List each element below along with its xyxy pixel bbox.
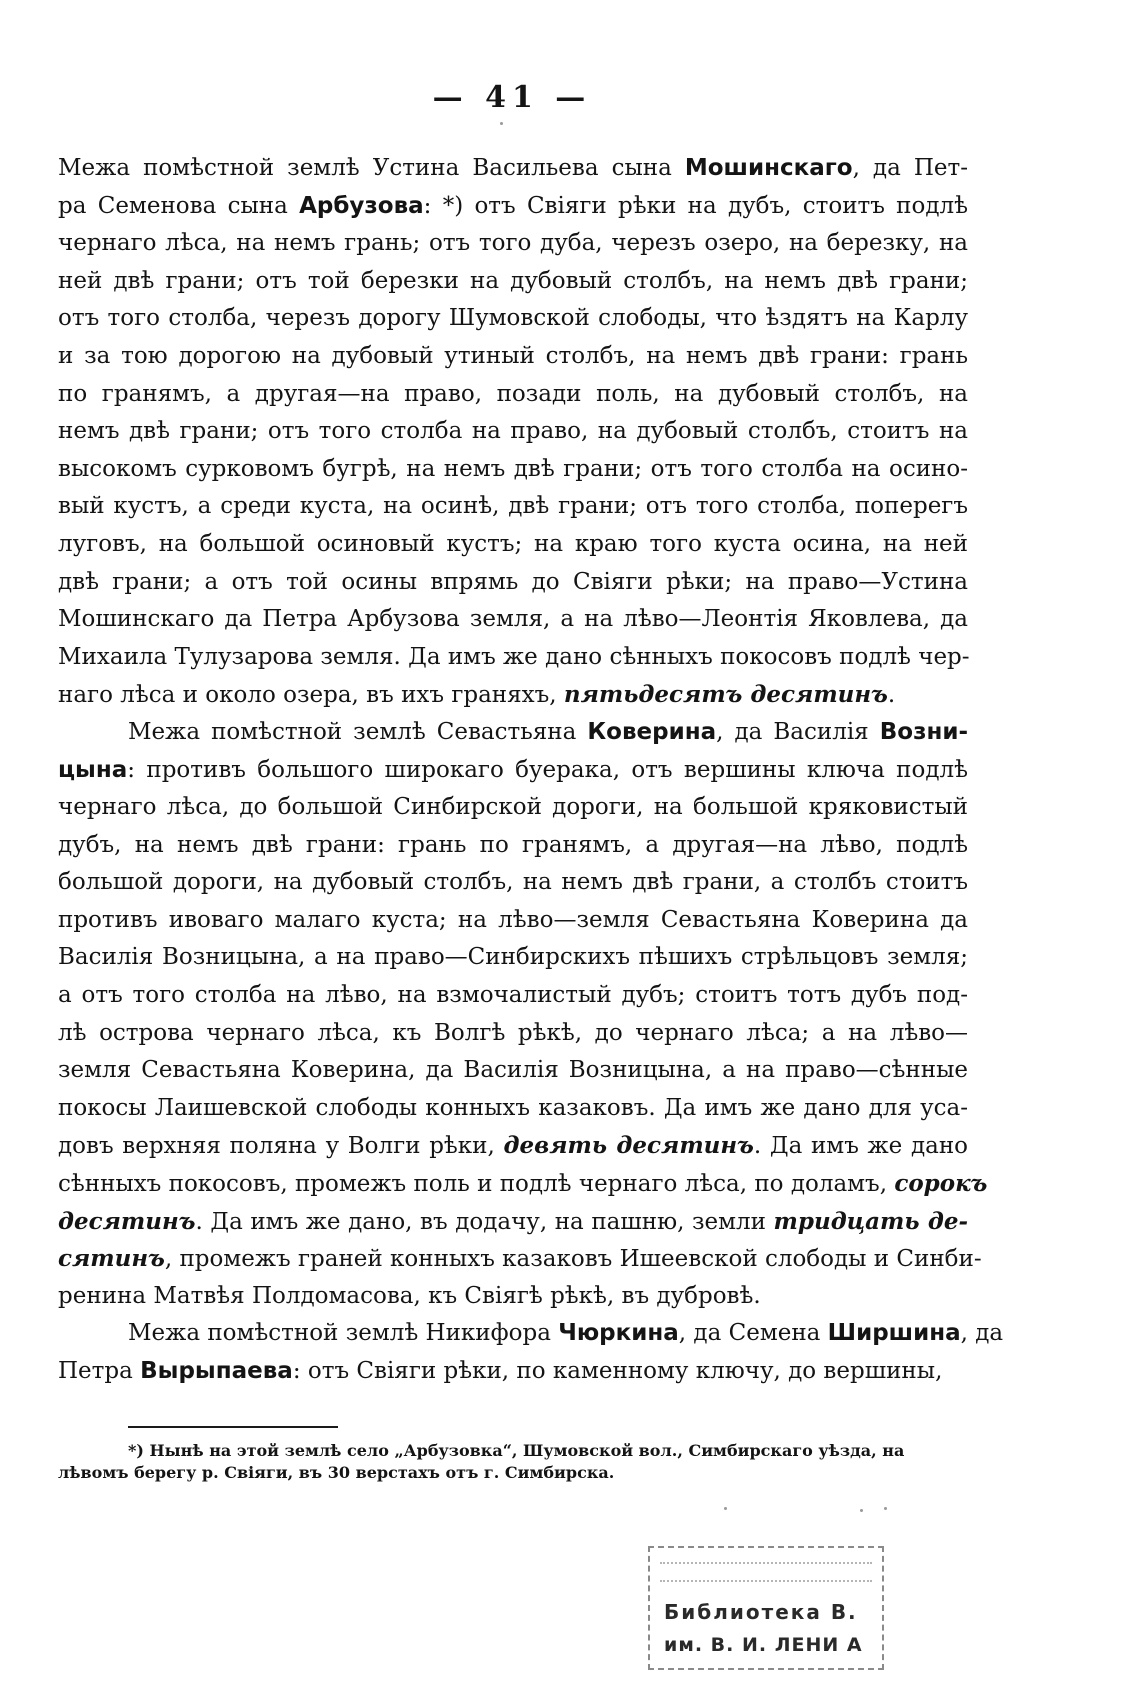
- text-segment: большой дороги, на дубовый столбъ, на немъ двѣ грани, а столбъ стоитъ: [58, 869, 968, 896]
- surname: цына: [58, 756, 128, 783]
- text-line: [58, 1353, 968, 1391]
- text-segment: противъ ивоваго малаго куста; на лѣво—земля Севастьяна Коверина да: [58, 906, 968, 933]
- text-segment: ней двѣ грани; отъ той березки на дубовый столбъ, на немъ двѣ грани;: [58, 267, 968, 294]
- text-line: [58, 338, 968, 376]
- text-segment: : противъ большого широкаго буерака, отъ вершины ключа подлѣ: [127, 756, 968, 783]
- text-line: [58, 263, 968, 301]
- text-segment: Мошинскаго да Петра Арбузова земля, а на лѣво—Леонтія Яковлева, да: [58, 606, 968, 633]
- text-segment: Межа помѣстной землѣ Никифора: [128, 1320, 559, 1347]
- text-line: [58, 564, 968, 602]
- stamp-faded-line: [660, 1580, 872, 1590]
- text-segment: Межа помѣстной землѣ Севастьяна: [128, 718, 588, 745]
- print-speck: [884, 1507, 887, 1510]
- text-line: [58, 1127, 968, 1165]
- text-line: [58, 1315, 1004, 1353]
- text-segment: наго лѣса и около озера, въ ихъ граняхъ,: [58, 682, 564, 709]
- print-speck: [724, 1507, 727, 1510]
- text-segment: ра Семенова сына: [58, 192, 300, 219]
- text-line: [58, 1052, 968, 1090]
- measure-phrase: пятьдесятъ десятинъ: [563, 681, 888, 709]
- text-segment: и за тою дорогою на дубовый утиный столбъ, на немъ двѣ грани: грань: [58, 342, 968, 369]
- body-text: [58, 150, 1004, 1391]
- text-line: [58, 1240, 982, 1278]
- footnote: [58, 1440, 968, 1484]
- footnote-line: лѣвомъ берегу р. Свіяги, въ 30 верстахъ отъ г. Симбирска.: [58, 1463, 615, 1482]
- text-segment: Петра: [58, 1358, 141, 1384]
- text-segment: отъ того столба, черезъ дорогу Шумовской слободы, что ѣздятъ на Карлу: [58, 305, 968, 332]
- text-line: [58, 789, 968, 827]
- stamp-text-line-1: Библиотека В.: [664, 1600, 858, 1624]
- text-line: [58, 300, 968, 338]
- text-line: [58, 376, 968, 414]
- text-segment: , да Семена: [678, 1320, 828, 1347]
- text-segment: лѣ острова чернаго лѣса, къ Волгѣ рѣкѣ, до чернаго лѣса; а на лѣво—: [58, 1019, 968, 1046]
- measure-phrase: сорокъ: [894, 1170, 988, 1198]
- text-segment: двѣ грани; а отъ той осины впрямь до Свіяги рѣки; на право—Устина: [58, 568, 968, 595]
- text-line: [58, 1203, 968, 1241]
- text-segment: , промежъ граней конныхъ казаковъ Ишеевской слободы и Синби-: [164, 1246, 982, 1273]
- surname: Возни-: [879, 718, 968, 745]
- surname: Чюркина: [558, 1320, 679, 1347]
- text-line: [58, 601, 968, 639]
- text-segment: : *) отъ Свіяги рѣки на дубъ, стоитъ подлѣ: [423, 192, 968, 219]
- stamp-text-line-2: им. В. И. ЛЕНИ А: [664, 1634, 863, 1656]
- measure-phrase: девять десятинъ: [503, 1132, 754, 1160]
- measure-phrase: тридцать де-: [773, 1207, 969, 1235]
- text-segment: , да: [960, 1320, 1004, 1347]
- text-line: [58, 1165, 988, 1203]
- footnote-line: *) Нынѣ на этой землѣ село „Арбузовка“, Шумовской вол., Симбирскаго уѣзда, на: [128, 1441, 905, 1460]
- text-line: [58, 977, 968, 1015]
- text-line: [58, 827, 968, 865]
- text-segment: , да Пет-: [852, 155, 968, 181]
- text-line: [58, 1278, 968, 1316]
- text-line: [58, 752, 968, 790]
- text-segment: . Да имъ же дано: [753, 1133, 968, 1160]
- surname: Ширшина: [827, 1320, 961, 1347]
- text-segment: , да Василія: [716, 718, 880, 745]
- text-line: [58, 225, 968, 263]
- text-segment: немъ двѣ грани; отъ того столба на право, на дубовый столбъ, стоитъ на: [58, 418, 968, 445]
- text-line: [58, 639, 968, 677]
- text-segment: покосы Лаишевской слободы конныхъ казаковъ. Да имъ же дано для уса-: [58, 1094, 968, 1121]
- text-line: [58, 864, 968, 902]
- text-line: [58, 488, 968, 526]
- text-segment: по гранямъ, а другая—на право, позади поль, на дубовый столбъ, на: [58, 380, 968, 407]
- text-line: [58, 451, 968, 489]
- surname: Мошинскаго: [684, 155, 853, 181]
- text-segment: : отъ Свіяги рѣки, по каменному ключу, до вершины,: [292, 1358, 943, 1384]
- text-segment: дубъ, на немъ двѣ грани: грань по гранямъ, а другая—на лѣво, подлѣ: [58, 831, 968, 858]
- print-speck: [860, 1509, 863, 1512]
- text-line: [58, 1090, 968, 1128]
- text-line: [58, 1015, 968, 1053]
- surname: Вырыпаева: [140, 1358, 293, 1384]
- text-segment: довъ верхняя поляна у Волги рѣки,: [58, 1133, 504, 1160]
- footnote-divider: [128, 1426, 338, 1428]
- text-segment: . Да имъ же дано, въ додачу, на пашню, земли: [195, 1208, 774, 1235]
- text-segment: Михаила Тулузарова земля. Да имъ же дано сѣнныхъ покосовъ подлѣ чер-: [58, 643, 970, 670]
- text-line: [58, 676, 968, 714]
- text-segment: чернаго лѣса, до большой Синбирской дороги, на большой кряковистый: [58, 794, 968, 821]
- print-speck: [500, 122, 503, 125]
- page-number: — 41 —: [432, 80, 592, 115]
- text-line: [58, 714, 968, 752]
- surname: Коверина: [587, 718, 717, 745]
- text-segment: а отъ того столба на лѣво, на взмочалистый дубъ; стоитъ тотъ дубъ под-: [58, 982, 968, 1009]
- text-segment: луговъ, на большой осиновый кустъ; на краю того куста осина, на ней: [58, 530, 968, 557]
- text-segment: земля Севастьяна Коверина, да Василія Возницына, а на право—сѣнные: [58, 1057, 968, 1084]
- library-stamp: [648, 1546, 884, 1670]
- measure-phrase: десятинъ: [58, 1207, 196, 1235]
- surname: Арбузова: [299, 192, 424, 219]
- text-line: [58, 526, 968, 564]
- text-segment: вый кустъ, а среди куста, на осинѣ, двѣ грани; отъ того столба, поперегъ: [58, 493, 968, 520]
- text-line: [58, 939, 968, 977]
- stamp-faded-line: [660, 1562, 872, 1572]
- text-segment: .: [887, 682, 896, 709]
- text-segment: чернаго лѣса, на немъ грань; отъ того дуба, черезъ озеро, на березку, на: [58, 230, 968, 257]
- text-segment: ренина Матвѣя Полдомасова, къ Свіягѣ рѣкѣ, въ дубровѣ.: [58, 1282, 761, 1309]
- text-line: [58, 902, 968, 940]
- text-segment: Межа помѣстной землѣ Устина Васильева сына: [58, 155, 685, 181]
- text-segment: высокомъ сурковомъ бугрѣ, на немъ двѣ грани; отъ того столба на осино-: [58, 455, 968, 482]
- text-segment: Василія Возницына, а на право—Синбирскихъ пѣшихъ стрѣльцовъ земля;: [58, 944, 968, 971]
- measure-phrase: сятинъ: [58, 1245, 165, 1273]
- text-line: [58, 150, 968, 188]
- text-segment: сѣнныхъ покосовъ, промежъ поль и подлѣ чернаго лѣса, по доламъ,: [58, 1171, 895, 1198]
- text-line: [58, 413, 968, 451]
- text-line: [58, 188, 968, 226]
